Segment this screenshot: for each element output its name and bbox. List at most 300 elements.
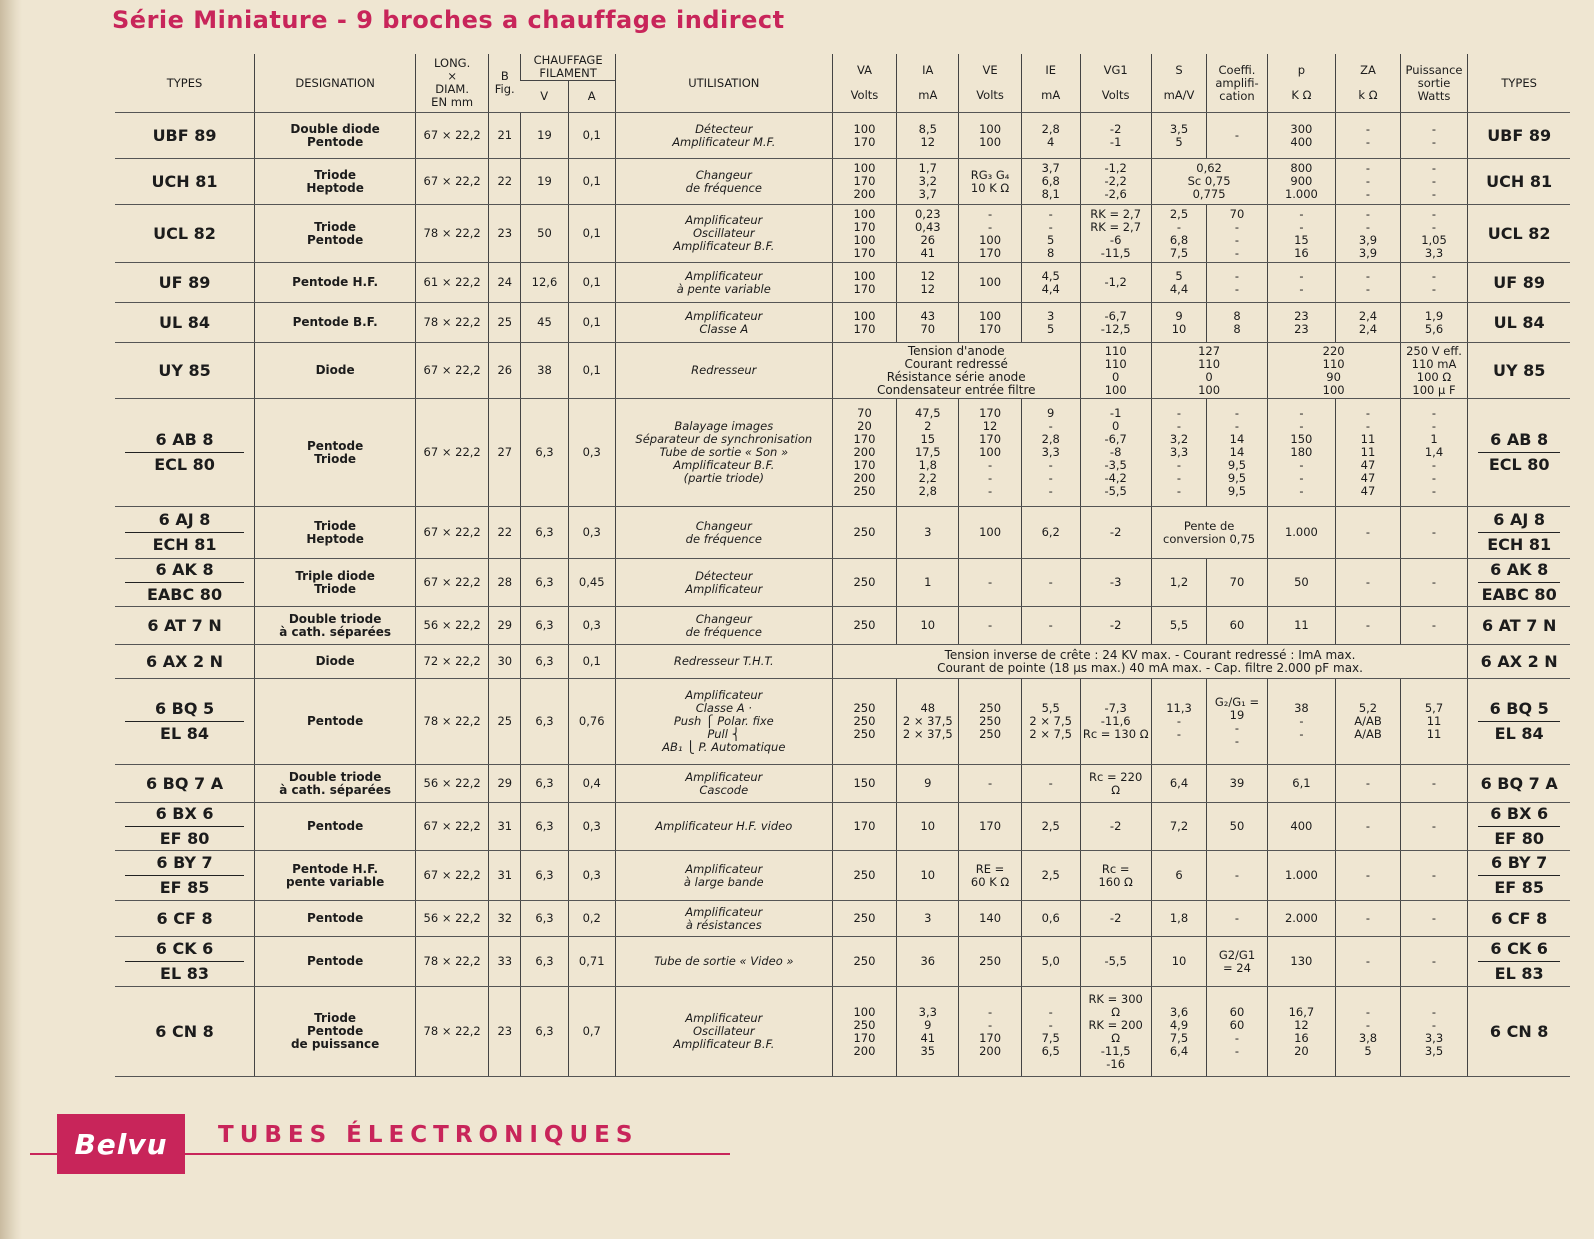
filament-voltage: 6,3: [521, 507, 568, 559]
tube-ve: -: [959, 607, 1021, 645]
tube-designation: Pentode Triode: [255, 399, 416, 507]
tube-fig: 29: [489, 607, 521, 645]
tube-type-right: UCH 81: [1468, 159, 1570, 205]
tube-ia: 1,7 3,2 3,7: [897, 159, 959, 205]
header-coeff: Coeffi. amplifi- cation: [1207, 54, 1267, 113]
tube-utilisation: Détecteur Amplificateur: [615, 559, 832, 607]
table-row: [115, 937, 1570, 987]
tube-type-right: UF 89: [1468, 263, 1570, 303]
table-row: [115, 987, 1570, 1077]
tube-vg1: -1,2 -2,2 -2,6: [1080, 159, 1151, 205]
tube-ie: 2,5: [1021, 803, 1080, 851]
tube-designation: Pentode H.F. pente variable: [255, 851, 416, 901]
tube-p: - - 15 16: [1267, 205, 1336, 263]
tube-utilisation: Amplificateur Cascode: [615, 765, 832, 803]
tube-va: 250: [832, 559, 896, 607]
filament-current: 0,1: [568, 645, 615, 679]
tube-fig: 29: [489, 765, 521, 803]
tube-vg1: -2: [1080, 803, 1151, 851]
tube-coeff: 39: [1207, 765, 1267, 803]
tube-p: 300 400: [1267, 113, 1336, 159]
tube-type: UL 84: [115, 303, 255, 343]
tube-table: [115, 54, 1570, 1077]
tube-za: -: [1336, 507, 1400, 559]
tube-designation: Diode: [255, 645, 416, 679]
tube-dimensions: 78 × 22,2: [416, 303, 489, 343]
tube-fig: 27: [489, 399, 521, 507]
tube-vg1: -3: [1080, 559, 1151, 607]
filament-voltage: 19: [521, 113, 568, 159]
table-row: [115, 901, 1570, 937]
tube-ie: 9 - 2,8 3,3 - - -: [1021, 399, 1080, 507]
tube-va: 100 170: [832, 113, 896, 159]
filament-current: 0,3: [568, 507, 615, 559]
tube-utilisation: Amplificateur à résistances: [615, 901, 832, 937]
tube-p: 11: [1267, 607, 1336, 645]
tube-va: 70 20 170 200 170 200 250: [832, 399, 896, 507]
tube-ie: -: [1021, 559, 1080, 607]
tube-za: - -: [1336, 113, 1400, 159]
tube-ia: 0,23 0,43 26 41: [897, 205, 959, 263]
tube-designation: Pentode: [255, 679, 416, 765]
tube-dimensions: 67 × 22,2: [416, 507, 489, 559]
tube-va: 170: [832, 803, 896, 851]
tube-type-right: 6 BX 6 EF 80: [1468, 803, 1570, 851]
tube-dimensions: 67 × 22,2: [416, 343, 489, 399]
tube-designation: Pentode: [255, 937, 416, 987]
tube-designation: Triode Heptode: [255, 159, 416, 205]
tube-ia: 8,5 12: [897, 113, 959, 159]
tube-puissance: 250 V eff. 110 mA 100 Ω 100 μ F: [1400, 343, 1468, 399]
tube-utilisation: Amplificateur H.F. video: [615, 803, 832, 851]
tube-ve: 100 170: [959, 303, 1021, 343]
tube-coeff: 8 8: [1207, 303, 1267, 343]
tube-designation: Pentode B.F.: [255, 303, 416, 343]
header-dimensions: LONG. × DIAM. EN mm: [416, 54, 489, 113]
tube-utilisation: Changeur de fréquence: [615, 507, 832, 559]
tube-type-right: UL 84: [1468, 303, 1570, 343]
tube-p: - - 150 180 - - -: [1267, 399, 1336, 507]
tube-ratings-labels: Tension d'anode Courant redressé Résistance série anode Condensateur entrée filtre: [832, 343, 1080, 399]
tube-dimensions: 67 × 22,2: [416, 559, 489, 607]
tube-vg1: Rc = 220 Ω: [1080, 765, 1151, 803]
tube-vg1: RK = 300 Ω RK = 200 Ω -11,5 -16: [1080, 987, 1151, 1077]
tube-ie: - - 7,5 6,5: [1021, 987, 1080, 1077]
tube-ve: - - 170 200: [959, 987, 1021, 1077]
tube-utilisation: Redresseur: [615, 343, 832, 399]
tube-designation: Double diode Pentode: [255, 113, 416, 159]
tube-type-right: 6 BQ 5 EL 84: [1468, 679, 1570, 765]
tube-designation: Pentode: [255, 901, 416, 937]
tube-type-right: 6 AK 8 EABC 80: [1468, 559, 1570, 607]
header-p: p K Ω: [1267, 54, 1336, 113]
filament-voltage: 50: [521, 205, 568, 263]
tube-ie: 2,5: [1021, 851, 1080, 901]
tube-ve: -: [959, 765, 1021, 803]
tube-dimensions: 67 × 22,2: [416, 113, 489, 159]
header-s: S mA/V: [1151, 54, 1207, 113]
tube-za: -: [1336, 559, 1400, 607]
tube-ie: 5,0: [1021, 937, 1080, 987]
tube-puissance: 1,9 5,6: [1400, 303, 1468, 343]
tube-utilisation: Tube de sortie « Video »: [615, 937, 832, 987]
tube-puissance: - - 3,3 3,5: [1400, 987, 1468, 1077]
tube-designation: Triode Pentode: [255, 205, 416, 263]
tube-coeff: G2/G1 = 24: [1207, 937, 1267, 987]
tube-p: 130: [1267, 937, 1336, 987]
tube-coeff: 70: [1207, 559, 1267, 607]
filament-voltage: 6,3: [521, 987, 568, 1077]
tube-designation: Triode Pentode de puissance: [255, 987, 416, 1077]
tube-coeff: 50: [1207, 803, 1267, 851]
tube-ia: 9: [897, 765, 959, 803]
tube-utilisation: Amplificateur Classe A · Push ⎧ Polar. fixe Pull ⎨ AB₁ ⎩ P. Automatique: [615, 679, 832, 765]
tube-ie: 3 5: [1021, 303, 1080, 343]
tube-ve: 170: [959, 803, 1021, 851]
tube-va: 100 250 170 200: [832, 987, 896, 1077]
tube-type: 6 BQ 5 EL 84: [115, 679, 255, 765]
tube-puissance: - - 1,05 3,3: [1400, 205, 1468, 263]
tube-vg1: 110 110 0 100: [1080, 343, 1151, 399]
filament-voltage: 6,3: [521, 607, 568, 645]
tube-ie: 4,5 4,4: [1021, 263, 1080, 303]
filament-current: 0,3: [568, 803, 615, 851]
tube-ve: 100: [959, 263, 1021, 303]
tube-puissance: - -: [1400, 263, 1468, 303]
table-row: [115, 679, 1570, 765]
tube-za: -: [1336, 803, 1400, 851]
tube-ie: 0,6: [1021, 901, 1080, 937]
tube-coeff: -: [1207, 901, 1267, 937]
filament-current: 0,45: [568, 559, 615, 607]
tube-ie: 6,2: [1021, 507, 1080, 559]
filament-current: 0,1: [568, 159, 615, 205]
table-row: [115, 113, 1570, 159]
filament-current: 0,1: [568, 303, 615, 343]
tube-type: 6 CF 8: [115, 901, 255, 937]
tube-ve: 100 100: [959, 113, 1021, 159]
tube-s: 2,5 - 6,8 7,5: [1151, 205, 1207, 263]
tube-s: 5,5: [1151, 607, 1207, 645]
tube-va: 100 170 200: [832, 159, 896, 205]
tube-vg1: -6,7 -12,5: [1080, 303, 1151, 343]
tube-fig: 23: [489, 205, 521, 263]
tube-vg1: -2 -1: [1080, 113, 1151, 159]
header-types-right: TYPES: [1468, 54, 1570, 113]
tube-fig: 28: [489, 559, 521, 607]
table-row: [115, 343, 1570, 399]
tube-vg1: -1,2: [1080, 263, 1151, 303]
tube-coeff: - - 14 14 9,5 9,5 9,5: [1207, 399, 1267, 507]
tube-coeff: -: [1207, 113, 1267, 159]
tube-puissance: -: [1400, 607, 1468, 645]
tube-type-right: 6 AB 8 ECL 80: [1468, 399, 1570, 507]
filament-current: 0,4: [568, 765, 615, 803]
tube-za: - - 11 11 47 47 47: [1336, 399, 1400, 507]
tube-utilisation: Amplificateur Oscillateur Amplificateur B.F.: [615, 987, 832, 1077]
tube-type-right: UY 85: [1468, 343, 1570, 399]
tube-type: 6 CN 8: [115, 987, 255, 1077]
header-designation: DESIGNATION: [255, 54, 416, 113]
tube-ve: 140: [959, 901, 1021, 937]
tube-s: 1,8: [1151, 901, 1207, 937]
header-ie: IE mA: [1021, 54, 1080, 113]
tube-type: UCL 82: [115, 205, 255, 263]
tube-p: 38 - -: [1267, 679, 1336, 765]
tube-s: 127 110 0 100: [1151, 343, 1267, 399]
tube-utilisation: Changeur de fréquence: [615, 607, 832, 645]
tube-puissance: -: [1400, 937, 1468, 987]
filament-voltage: 19: [521, 159, 568, 205]
header-za: ZA k Ω: [1336, 54, 1400, 113]
tube-coeff: G₂/G₁ = 19 - -: [1207, 679, 1267, 765]
tube-p: 800 900 1.000: [1267, 159, 1336, 205]
header-v: V: [521, 81, 568, 113]
tube-puissance: - -: [1400, 113, 1468, 159]
tube-ve: RG₃ G₄ 10 K Ω: [959, 159, 1021, 205]
filament-current: 0,1: [568, 263, 615, 303]
tube-dimensions: 67 × 22,2: [416, 851, 489, 901]
tube-p: 220 110 90 100: [1267, 343, 1400, 399]
tube-utilisation: Amplificateur à pente variable: [615, 263, 832, 303]
tube-va: 250: [832, 507, 896, 559]
filament-voltage: 38: [521, 343, 568, 399]
tube-dimensions: 78 × 22,2: [416, 937, 489, 987]
filament-voltage: 6,3: [521, 679, 568, 765]
header-fig: B Fig.: [489, 54, 521, 113]
filament-current: 0,76: [568, 679, 615, 765]
tube-ie: 2,8 4: [1021, 113, 1080, 159]
filament-current: 0,71: [568, 937, 615, 987]
header-puissance: Puissance sortie Watts: [1400, 54, 1468, 113]
tube-s: 6: [1151, 851, 1207, 901]
filament-voltage: 6,3: [521, 901, 568, 937]
tube-puissance: 5,7 11 11: [1400, 679, 1468, 765]
tube-designation: Triple diode Triode: [255, 559, 416, 607]
tube-p: 23 23: [1267, 303, 1336, 343]
tube-type-right: 6 AX 2 N: [1468, 645, 1570, 679]
tube-dimensions: 56 × 22,2: [416, 765, 489, 803]
header-utilisation: UTILISATION: [615, 54, 832, 113]
tube-type-right: 6 AT 7 N: [1468, 607, 1570, 645]
tube-ve: RE = 60 K Ω: [959, 851, 1021, 901]
tube-type: UY 85: [115, 343, 255, 399]
tube-type: UBF 89: [115, 113, 255, 159]
table-row: [115, 765, 1570, 803]
tube-s-coeff: Pente de conversion 0,75: [1151, 507, 1267, 559]
tube-type-right: 6 CF 8: [1468, 901, 1570, 937]
tube-p: 50: [1267, 559, 1336, 607]
tube-za: -: [1336, 607, 1400, 645]
tube-za: 2,4 2,4: [1336, 303, 1400, 343]
tube-type-right: 6 BY 7 EF 85: [1468, 851, 1570, 901]
tube-fig: 23: [489, 987, 521, 1077]
tube-type: UCH 81: [115, 159, 255, 205]
filament-voltage: 12,6: [521, 263, 568, 303]
filament-voltage: 6,3: [521, 803, 568, 851]
tube-s-coeff: 0,62 Sc 0,75 0,775: [1151, 159, 1267, 205]
tube-va: 250 250 250: [832, 679, 896, 765]
tube-dimensions: 56 × 22,2: [416, 607, 489, 645]
tube-puissance: -: [1400, 851, 1468, 901]
tube-coeff: -: [1207, 851, 1267, 901]
filament-voltage: 6,3: [521, 559, 568, 607]
tube-s: - - 3,2 3,3 - - -: [1151, 399, 1207, 507]
filament-current: 0,1: [568, 343, 615, 399]
tube-coeff: 70 - - -: [1207, 205, 1267, 263]
tube-designation: Diode: [255, 343, 416, 399]
tube-vg1: -7,3 -11,6 Rc = 130 Ω: [1080, 679, 1151, 765]
tube-p: 2.000: [1267, 901, 1336, 937]
tube-type: 6 BQ 7 A: [115, 765, 255, 803]
tube-utilisation: Amplificateur Classe A: [615, 303, 832, 343]
page-spine: [0, 0, 22, 1239]
tube-dimensions: 67 × 22,2: [416, 159, 489, 205]
tube-type-right: 6 CN 8: [1468, 987, 1570, 1077]
tube-type: 6 BX 6 EF 80: [115, 803, 255, 851]
tube-dimensions: 56 × 22,2: [416, 901, 489, 937]
tube-vg1: -2: [1080, 607, 1151, 645]
tube-fig: 33: [489, 937, 521, 987]
tube-va: 150: [832, 765, 896, 803]
tube-fig: 24: [489, 263, 521, 303]
header-vg1: VG1 Volts: [1080, 54, 1151, 113]
tube-p: 16,7 12 16 20: [1267, 987, 1336, 1077]
tube-za: - - -: [1336, 159, 1400, 205]
tube-s: 6,4: [1151, 765, 1207, 803]
tube-type: 6 BY 7 EF 85: [115, 851, 255, 901]
tube-designation: Triode Heptode: [255, 507, 416, 559]
tube-puissance: -: [1400, 803, 1468, 851]
tube-dimensions: 78 × 22,2: [416, 679, 489, 765]
belvu-logo: Belvu: [57, 1114, 185, 1174]
tube-za: - -: [1336, 263, 1400, 303]
tube-ia: 3,3 9 41 35: [897, 987, 959, 1077]
header-ia: IA mA: [897, 54, 959, 113]
table-row: [115, 607, 1570, 645]
filament-current: 0,3: [568, 399, 615, 507]
tube-utilisation: Balayage images Séparateur de synchronisation Tube de sortie « Son » Amplificateur B.F. (partie triode): [615, 399, 832, 507]
filament-voltage: 6,3: [521, 645, 568, 679]
tube-fig: 32: [489, 901, 521, 937]
tube-type: 6 AK 8 EABC 80: [115, 559, 255, 607]
header-chauffage: CHAUFFAGE FILAMENT: [521, 54, 615, 81]
tube-vg1: Rc = 160 Ω: [1080, 851, 1151, 901]
tube-s: 3,5 5: [1151, 113, 1207, 159]
filament-current: 0,1: [568, 205, 615, 263]
tube-ve: 170 12 170 100 - - -: [959, 399, 1021, 507]
footer-title: TUBES ÉLECTRONIQUES: [218, 1122, 639, 1148]
tube-s: 7,2: [1151, 803, 1207, 851]
tube-type: 6 AT 7 N: [115, 607, 255, 645]
table-header: [115, 54, 1570, 113]
tube-fig: 21: [489, 113, 521, 159]
tube-designation: Pentode: [255, 803, 416, 851]
tube-type: 6 CK 6 EL 83: [115, 937, 255, 987]
tube-va: 250: [832, 607, 896, 645]
tube-p: 400: [1267, 803, 1336, 851]
table-body: [115, 113, 1570, 1077]
filament-current: 0,1: [568, 113, 615, 159]
tube-puissance: -: [1400, 765, 1468, 803]
filament-voltage: 6,3: [521, 765, 568, 803]
table-row: [115, 507, 1570, 559]
tube-puissance: -: [1400, 559, 1468, 607]
tube-ia: 3: [897, 901, 959, 937]
filament-current: 0,2: [568, 901, 615, 937]
tube-fig: 22: [489, 159, 521, 205]
tube-za: -: [1336, 765, 1400, 803]
filament-current: 0,7: [568, 987, 615, 1077]
tube-ia: 47,5 2 15 17,5 1,8 2,2 2,8: [897, 399, 959, 507]
tube-ie: 5,5 2 × 7,5 2 × 7,5: [1021, 679, 1080, 765]
tube-utilisation: Redresseur T.H.T.: [615, 645, 832, 679]
filament-current: 0,3: [568, 607, 615, 645]
tube-type: UF 89: [115, 263, 255, 303]
tube-vg1: -2: [1080, 901, 1151, 937]
tube-puissance: -: [1400, 507, 1468, 559]
tube-fig: 31: [489, 851, 521, 901]
tube-va: 100 170: [832, 263, 896, 303]
table-row: [115, 851, 1570, 901]
table-row: [115, 559, 1570, 607]
tube-p: 1.000: [1267, 851, 1336, 901]
tube-puissance: - - 1 1,4 - - -: [1400, 399, 1468, 507]
tube-s: 5 4,4: [1151, 263, 1207, 303]
tube-va: 250: [832, 937, 896, 987]
tube-za: -: [1336, 937, 1400, 987]
tube-s: 10: [1151, 937, 1207, 987]
table-row: [115, 303, 1570, 343]
tube-va: 100 170 100 170: [832, 205, 896, 263]
table-row: [115, 159, 1570, 205]
tube-s: 1,2: [1151, 559, 1207, 607]
tube-ie: - - 5 8: [1021, 205, 1080, 263]
table-row: [115, 205, 1570, 263]
tube-dimensions: 78 × 22,2: [416, 205, 489, 263]
filament-current: 0,3: [568, 851, 615, 901]
tube-puissance: - - -: [1400, 159, 1468, 205]
tube-utilisation: Amplificateur à large bande: [615, 851, 832, 901]
tube-designation: Double triode à cath. séparées: [255, 607, 416, 645]
header-types: TYPES: [115, 54, 255, 113]
tube-coeff: - -: [1207, 263, 1267, 303]
tube-ia: 12 12: [897, 263, 959, 303]
header-a: A: [568, 81, 615, 113]
tube-type-right: 6 BQ 7 A: [1468, 765, 1570, 803]
filament-voltage: 6,3: [521, 937, 568, 987]
tube-ie: -: [1021, 607, 1080, 645]
tube-vg1: -1 0 -6,7 -8 -3,5 -4,2 -5,5: [1080, 399, 1151, 507]
header-va: VA Volts: [832, 54, 896, 113]
tube-vg1: RK = 2,7 RK = 2,7 -6 -11,5: [1080, 205, 1151, 263]
filament-voltage: 6,3: [521, 399, 568, 507]
tube-va: 100 170: [832, 303, 896, 343]
tube-fig: 31: [489, 803, 521, 851]
tube-coeff: 60 60 - -: [1207, 987, 1267, 1077]
tube-ia: 48 2 × 37,5 2 × 37,5: [897, 679, 959, 765]
filament-voltage: 45: [521, 303, 568, 343]
tube-type-right: 6 AJ 8 ECH 81: [1468, 507, 1570, 559]
tube-za: - - 3,9 3,9: [1336, 205, 1400, 263]
tube-ia: 10: [897, 851, 959, 901]
tube-s: 9 10: [1151, 303, 1207, 343]
header-ve: VE Volts: [959, 54, 1021, 113]
tube-fig: 22: [489, 507, 521, 559]
tube-dimensions: 67 × 22,2: [416, 803, 489, 851]
tube-ia: 10: [897, 803, 959, 851]
tube-ve: 100: [959, 507, 1021, 559]
